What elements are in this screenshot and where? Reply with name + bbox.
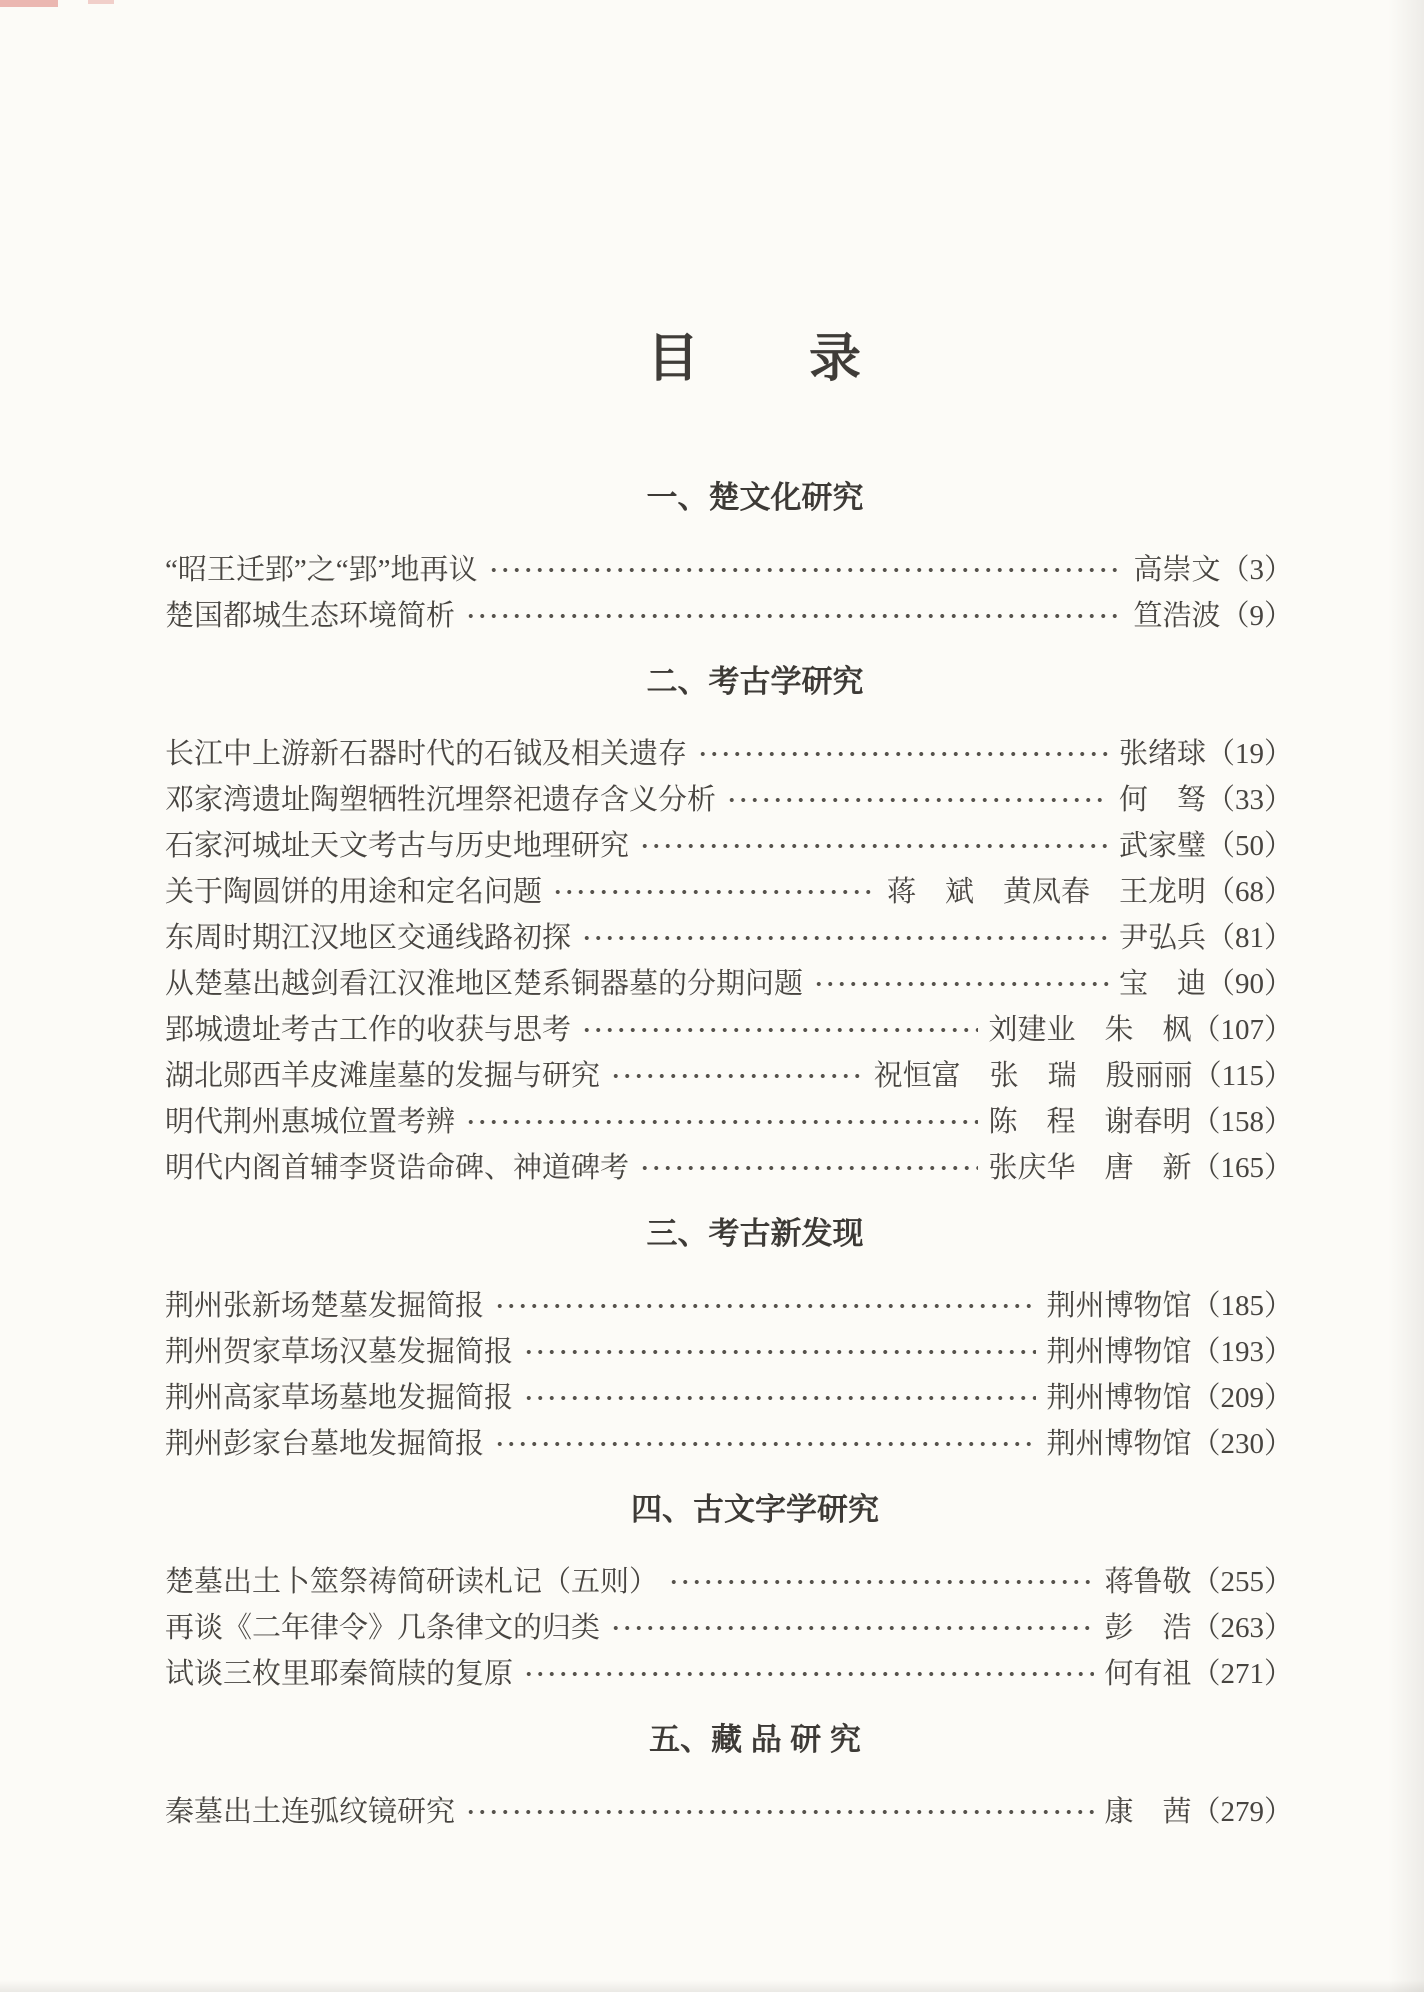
entry-title: 长江中上游新石器时代的石钺及相关遗存: [165, 737, 688, 770]
dot-leader: [668, 1576, 1094, 1588]
dot-leader: [639, 840, 1109, 852]
toc-entry: [165, 1142, 1293, 1188]
dot-leader: [639, 1162, 978, 1174]
toc-entry: [165, 1648, 1293, 1694]
toc-entry: [165, 590, 1293, 636]
entry-authors-page: 彭 浩（263）: [1104, 1611, 1293, 1644]
entry-title: 湖北郧西羊皮滩崖墓的发掘与研究: [165, 1059, 601, 1092]
dot-leader: [494, 1300, 1036, 1312]
section-entries: [165, 1556, 1293, 1694]
entry-authors-page: 尹弘兵（81）: [1118, 921, 1293, 954]
section-entries: [165, 728, 1293, 1188]
toc-entry: [165, 774, 1293, 820]
entry-title: 楚墓出土卜筮祭祷简研读札记（五则）: [165, 1565, 659, 1598]
toc-entry: [165, 820, 1293, 866]
entry-authors-page: 荆州博物馆（193）: [1046, 1335, 1293, 1368]
toc-entry: [165, 728, 1293, 774]
entry-title: 楚国都城生态环境简析: [165, 599, 456, 632]
toc-entry: [165, 866, 1293, 912]
toc-sections: [165, 481, 1293, 1832]
dot-leader: [494, 1438, 1036, 1450]
entry-authors-page: 宝 迪（90）: [1118, 967, 1293, 1000]
entry-authors-page: 武家璧（50）: [1118, 829, 1293, 862]
section-heading: 一、楚文化研究: [646, 480, 864, 515]
entry-authors-page: 高崇文（3）: [1133, 553, 1293, 586]
entry-title: 从楚墓出越剑看江汉淮地区楚系铜器墓的分期问题: [165, 967, 804, 1000]
toc-entry: [165, 958, 1293, 1004]
toc-entry: [165, 1786, 1293, 1832]
dot-leader: [581, 1024, 978, 1036]
toc-entry: [165, 1372, 1293, 1418]
toc-entry: [165, 1280, 1293, 1326]
toc-entry: [165, 1050, 1293, 1096]
entry-title: 明代荆州惠城位置考辨: [165, 1105, 456, 1138]
scan-edge-artifact: [0, 0, 58, 7]
entry-authors-page: 张绪球（19）: [1118, 737, 1293, 770]
dot-leader: [488, 564, 1124, 576]
dot-leader: [465, 1806, 1094, 1818]
entry-title: 石家河城址天文考古与历史地理研究: [165, 829, 630, 862]
entry-authors-page: 康 茜（279）: [1104, 1795, 1293, 1828]
scan-edge-shadow: [0, 1980, 1424, 1992]
entry-authors-page: 蒋 斌 黄凤春 王龙明（68）: [886, 875, 1293, 908]
entry-title: 东周时期江汉地区交通线路初探: [165, 921, 572, 954]
entry-authors-page: 荆州博物馆（230）: [1046, 1427, 1293, 1460]
dot-leader: [465, 1116, 978, 1128]
entry-authors-page: 蒋鲁敬（255）: [1104, 1565, 1293, 1598]
dot-leader: [610, 1070, 864, 1082]
entry-title: 关于陶圆饼的用途和定名问题: [165, 875, 543, 908]
dot-leader: [610, 1622, 1094, 1634]
section-heading: 五、藏 品 研 究: [649, 1722, 861, 1757]
section-entries: [165, 1786, 1293, 1832]
toc-entry: [165, 1418, 1293, 1464]
scan-edge-shadow: [1388, 0, 1424, 1992]
section-heading: 三、考古新发现: [646, 1216, 864, 1251]
entry-title: 荆州彭家台墓地发掘简报: [165, 1427, 485, 1460]
toc-entry: [165, 1004, 1293, 1050]
toc-entry: [165, 1096, 1293, 1142]
entry-title: 秦墓出土连弧纹镜研究: [165, 1795, 456, 1828]
dot-leader: [523, 1668, 1094, 1680]
entry-authors-page: 何 驽（33）: [1118, 783, 1293, 816]
dot-leader: [523, 1346, 1036, 1358]
toc-entry: [165, 912, 1293, 958]
section-entries: [165, 544, 1293, 636]
section-entries: [165, 1280, 1293, 1464]
toc-entry: [165, 1556, 1293, 1602]
dot-leader: [523, 1392, 1036, 1404]
entry-authors-page: 张庆华 唐 新（165）: [988, 1151, 1293, 1184]
entry-authors-page: 何有祖（271）: [1104, 1657, 1293, 1690]
dot-leader: [465, 610, 1123, 622]
entry-authors-page: 陈 程 谢春明（158）: [988, 1105, 1293, 1138]
dot-leader: [552, 886, 877, 898]
entry-title: 邓家湾遗址陶塑牺牲沉埋祭祀遗存含义分析: [165, 783, 717, 816]
dot-leader: [697, 748, 1109, 760]
dot-leader: [726, 794, 1109, 806]
entry-title: 明代内阁首辅李贤诰命碑、神道碑考: [165, 1151, 630, 1184]
section-heading: 四、古文字学研究: [631, 1492, 879, 1527]
entry-title: “昭王迁郢”之“郢”地再议: [165, 553, 478, 586]
entry-authors-page: 刘建业 朱 枫（107）: [988, 1013, 1293, 1046]
entry-title: 荆州高家草场墓地发掘简报: [165, 1381, 514, 1414]
page-title: 目 录: [646, 331, 863, 388]
entry-authors-page: 笪浩波（9）: [1133, 599, 1293, 632]
scan-edge-artifact: [88, 0, 114, 4]
entry-title: 荆州张新场楚墓发掘简报: [165, 1289, 485, 1322]
entry-title: 郢城遗址考古工作的收获与思考: [165, 1013, 572, 1046]
entry-title: 试谈三枚里耶秦简牍的复原: [165, 1657, 514, 1690]
toc-entry: [165, 1602, 1293, 1648]
entry-authors-page: 祝恒富 张 瑞 殷丽丽（115）: [873, 1059, 1293, 1092]
entry-authors-page: 荆州博物馆（185）: [1046, 1289, 1293, 1322]
entry-title: 荆州贺家草场汉墓发掘简报: [165, 1335, 514, 1368]
section-heading: 二、考古学研究: [646, 664, 864, 699]
toc-entry: [165, 1326, 1293, 1372]
entry-title: 再谈《二年律令》几条律文的归类: [165, 1611, 601, 1644]
entry-authors-page: 荆州博物馆（209）: [1046, 1381, 1293, 1414]
dot-leader: [813, 978, 1109, 990]
dot-leader: [581, 932, 1109, 944]
toc-entry: [165, 544, 1293, 590]
